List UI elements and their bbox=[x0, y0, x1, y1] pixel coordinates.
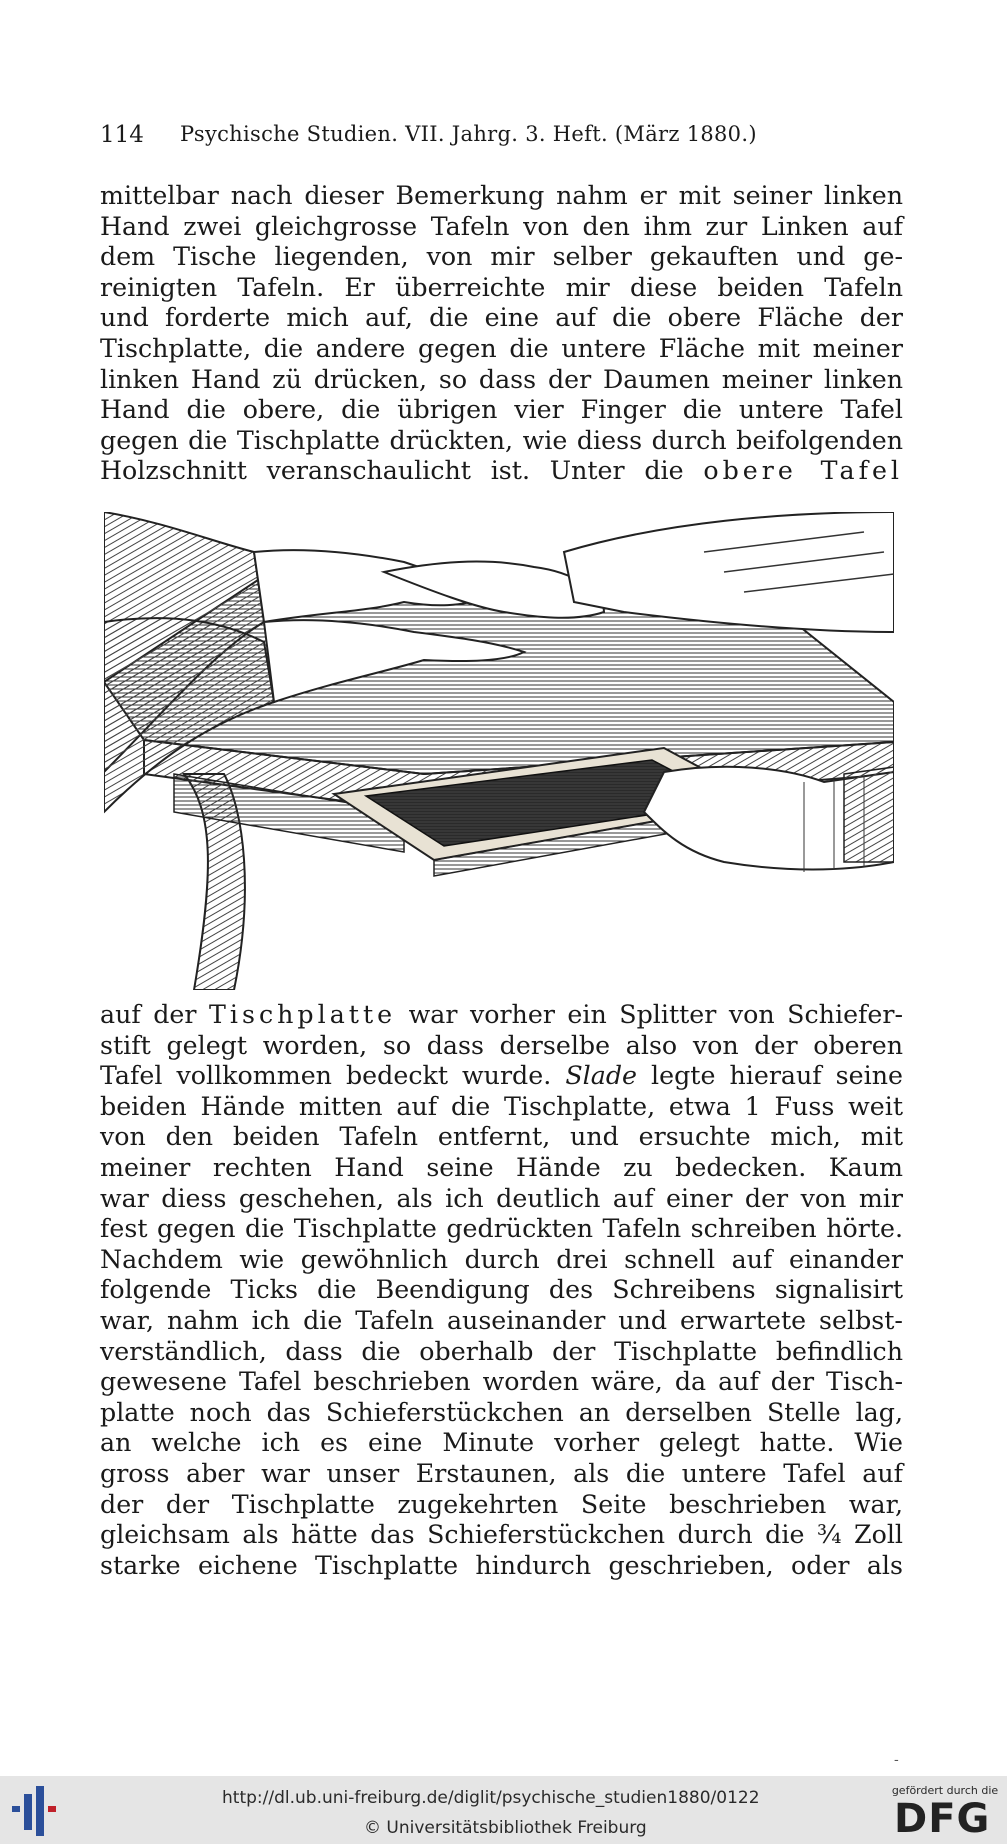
text-line: und forderte mich auf, die eine auf die obere Fläche der bbox=[100, 303, 903, 333]
text-line: Tischplatte, die andere gegen die untere Fläche mit meiner bbox=[100, 333, 903, 363]
running-title: Psychische Studien. VII. Jahrg. 3. Heft. (März 1880.) bbox=[180, 122, 757, 146]
text-line: verständlich, dass die oberhalb der Tischplatte befindlich bbox=[100, 1336, 903, 1366]
copyright: © Universitätsbibliothek Freiburg bbox=[364, 1818, 647, 1838]
text-line bbox=[100, 1000, 903, 1031]
dfg-logo bbox=[890, 1784, 1000, 1840]
italic-name: Slade bbox=[565, 1061, 637, 1091]
text-run: legte hierauf seine bbox=[651, 1061, 903, 1091]
text-line: mittelbar nach dieser Bemerkung nahm er mit seiner linken bbox=[100, 181, 903, 210]
source-url[interactable]: http://dl.ub.uni-freiburg.de/diglit/psychische_studien1880/0122 bbox=[222, 1788, 760, 1808]
text-line: folgende Ticks die Beendigung des Schreibens signalisirt bbox=[100, 1275, 903, 1305]
text-line: gegen die Tischplatte drückten, wie diess durch beifolgenden bbox=[100, 425, 903, 455]
page-number: 114 bbox=[100, 122, 144, 148]
text-run: war vorher ein Splitter von Schiefer- bbox=[408, 1000, 904, 1029]
text-line: meiner rechten Hand seine Hände zu bedecken. Kaum bbox=[100, 1152, 903, 1182]
spaced-emphasis: obere Tafel bbox=[703, 456, 903, 486]
text-line: Hand die obere, die übrigen vier Finger die untere Tafel bbox=[100, 395, 903, 425]
running-header bbox=[100, 122, 860, 152]
text-line-last bbox=[100, 456, 903, 487]
text-line: linken Hand zü drücken, so dass der Daumen meiner linken bbox=[100, 364, 903, 394]
footer-bar bbox=[0, 1776, 1007, 1844]
text-line: gleichsam als hätte das Schieferstückchen durch die ¾ Zoll bbox=[100, 1520, 903, 1550]
text-line: dem Tische liegenden, von mir selber gekauften und ge- bbox=[100, 242, 903, 272]
text-line: an welche ich es eine Minute vorher gelegt hatte. Wie bbox=[100, 1428, 903, 1458]
spaced-emphasis: Tischplatte bbox=[209, 1000, 397, 1029]
text-line: reinigten Tafeln. Er überreichte mir diese beiden Tafeln bbox=[100, 272, 903, 302]
dfg-logo-text: DFG bbox=[894, 1796, 991, 1842]
text-line: war diess geschehen, als ich deutlich auf einer der von mir bbox=[100, 1183, 903, 1213]
text-line: Nachdem wie gewöhnlich durch drei schnell auf einander bbox=[100, 1244, 903, 1274]
text-line: fest gegen die Tischplatte gedrückten Tafeln schreiben hörte. bbox=[100, 1214, 903, 1244]
text-run: Tafel vollkommen bedeckt wurde. bbox=[100, 1061, 552, 1091]
text-line: gewesene Tafel beschrieben worden wäre, da auf der Tisch- bbox=[100, 1367, 903, 1397]
text-line: starke eichene Tischplatte hindurch geschrieben, oder als bbox=[100, 1550, 903, 1580]
text-line: Hand zwei gleichgrosse Tafeln von den ihm zur Linken auf bbox=[100, 211, 903, 241]
text-line: stift gelegt worden, so dass derselbe also von der oberen bbox=[100, 1030, 903, 1060]
library-logo-icon bbox=[10, 1784, 66, 1838]
paragraph-bottom bbox=[100, 1000, 903, 1581]
page-mark: - bbox=[894, 1752, 899, 1768]
paragraph-top bbox=[100, 181, 903, 487]
text-line: gross aber war unser Erstaunen, als die untere Tafel auf bbox=[100, 1458, 903, 1488]
dfg-caption: gefördert durch die bbox=[891, 1784, 999, 1797]
text-line: von den beiden Tafeln entfernt, und ersuchte mich, mit bbox=[100, 1122, 903, 1152]
text-run: auf der bbox=[100, 1000, 197, 1029]
text-line: beiden Hände mitten auf die Tischplatte, etwa 1 Fuss weit bbox=[100, 1091, 903, 1121]
text-line bbox=[100, 1061, 903, 1092]
text-line: platte noch das Schieferstückchen an derselben Stelle lag, bbox=[100, 1397, 903, 1427]
text-line: der der Tischplatte zugekehrten Seite beschrieben war, bbox=[100, 1489, 903, 1519]
text-run: Holzschnitt veranschaulicht ist. Unter die bbox=[100, 456, 684, 486]
text-line: war, nahm ich die Tafeln auseinander und erwartete selbst- bbox=[100, 1305, 903, 1335]
woodcut-illustration bbox=[104, 512, 894, 990]
